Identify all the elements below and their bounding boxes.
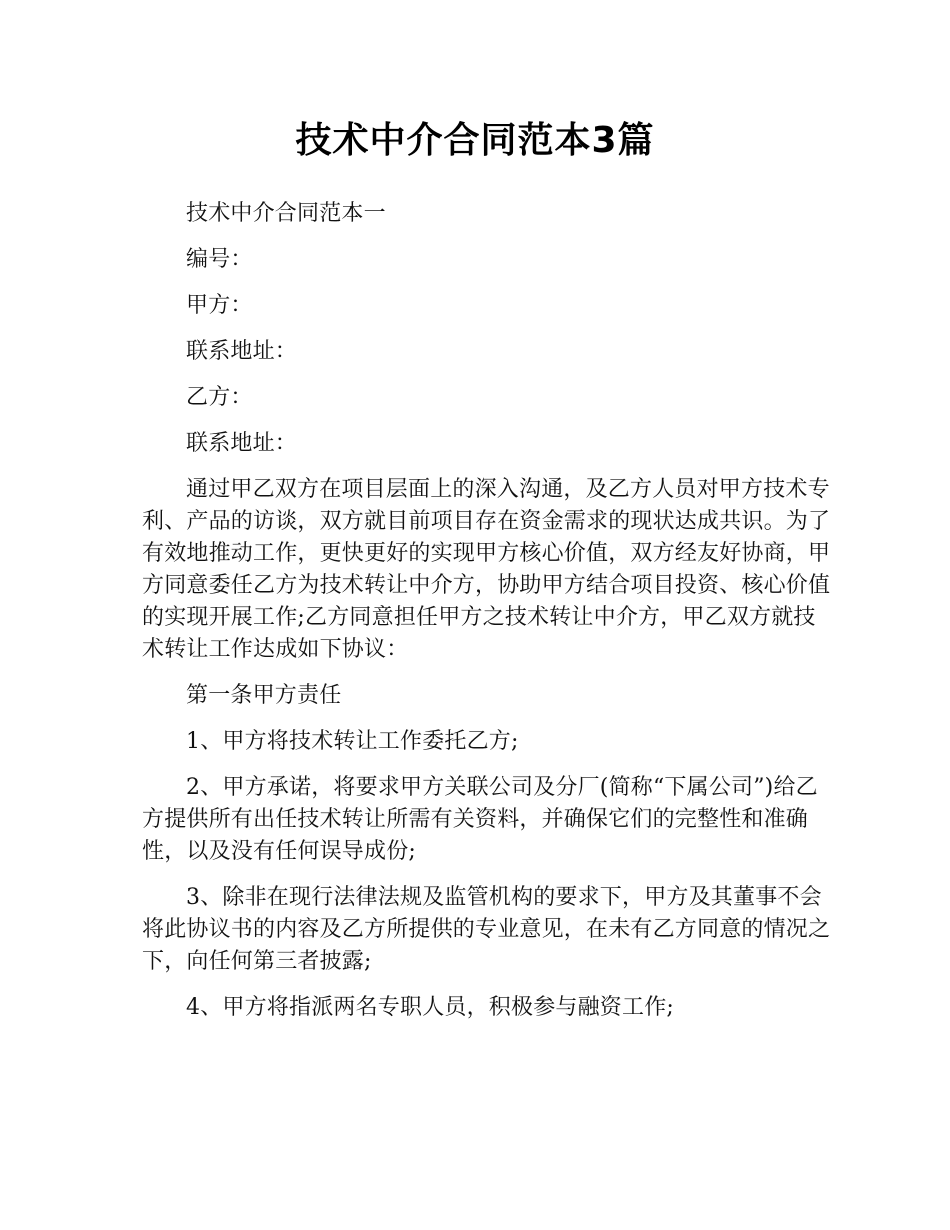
party-b-address-field: 联系地址： [186, 431, 298, 456]
clause-item: 1、甲方将技术转让工作委托乙方; [186, 729, 519, 754]
clause-item: 2、甲方承诺，将要求甲方关联公司及分厂(简称“下属公司”)给乙方提供所有出任技术转让所需有关资料，并确保它们的完整性和准确性，以及没有任何误导成份; [142, 775, 818, 864]
document-body [142, 198, 832, 1038]
section-heading: 技术中介合同范本一 [186, 201, 386, 226]
contract-number-field: 编号： [186, 247, 253, 272]
clause-item: 3、除非在现行法律法规及监管机构的要求下，甲方及其董事不会将此协议书的内容及乙方所提供的专业意见，在未有乙方同意的情况之下，向任何第三者披露; [142, 885, 831, 974]
document-title: 技术中介合同范本3篇 [295, 120, 655, 161]
party-a-address-field: 联系地址： [186, 339, 298, 364]
preamble-paragraph: 通过甲乙双方在项目层面上的深入沟通，及乙方人员对甲方技术专利、产品的访谈，双方就目前项目存在资金需求的现状达成共识。为了有效地推动工作，更快更好的实现甲方核心价值，双方经友好协商，甲方同意委任乙方为技术转让中介方，协助甲方结合项目投资、核心价值的实现开展工作;乙方同意担任甲方之技术转让中介方，甲乙双方就技术转让工作达成如下协议： [142, 477, 831, 662]
party-a-field: 甲方： [186, 293, 253, 318]
party-b-field: 乙方： [186, 385, 253, 410]
clause-item: 4、甲方将指派两名专职人员，积极参与融资工作; [186, 995, 675, 1020]
article-one-heading: 第一条甲方责任 [186, 683, 342, 708]
